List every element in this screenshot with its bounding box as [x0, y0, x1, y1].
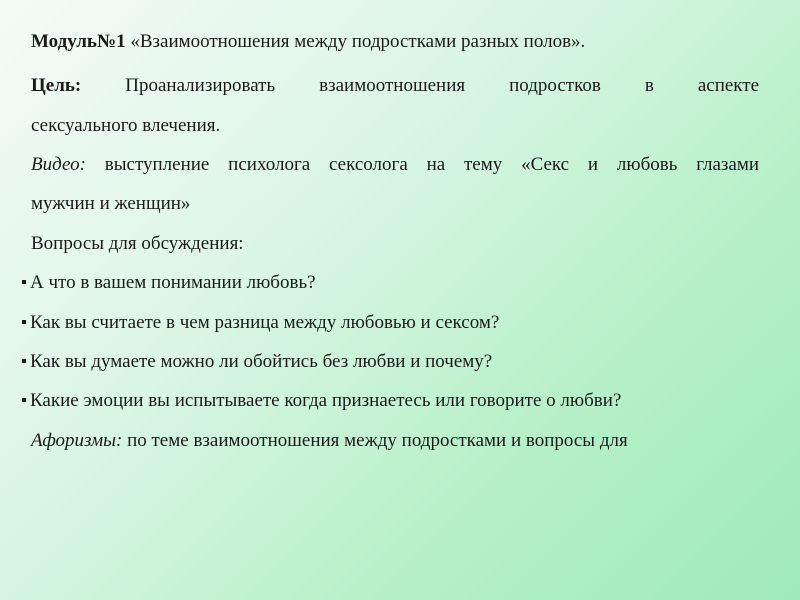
bullet-icon [22, 359, 26, 363]
video-line-2: мужчин и женщин» [31, 193, 191, 214]
question-text: А что в вашем понимании любовь? [30, 272, 316, 293]
question-item [22, 311, 499, 335]
goal-word: Проанализировать [125, 75, 276, 96]
bullet-icon [22, 398, 26, 402]
bullet-icon [22, 280, 26, 284]
goal-line-2: сексуального влечения. [31, 115, 221, 136]
video-word: выступление [104, 154, 210, 175]
video-word: сексолога [329, 154, 408, 175]
question-item [22, 350, 492, 374]
goal-line-1 [31, 74, 759, 98]
video-word: тему [463, 154, 503, 175]
bullet-icon [22, 320, 26, 324]
aphorisms-text: по теме взаимоотношения между подростками и вопросы для [122, 430, 628, 451]
module-title [31, 30, 585, 54]
goal-word: подростков [509, 75, 601, 96]
goal-word: взаимоотношения [319, 75, 466, 96]
video-word: «Секс [521, 154, 570, 175]
video-line-1 [31, 153, 759, 177]
video-word: на [426, 154, 446, 175]
aphorisms-label: Афоризмы: [31, 430, 123, 451]
module-label: Модуль№1 [31, 31, 126, 52]
question-item [22, 389, 621, 413]
aphorisms-line [31, 429, 628, 453]
module-title-text: «Взаимоотношения между подростками разных полов». [125, 31, 586, 52]
question-item [22, 271, 316, 295]
questions-heading: Вопросы для обсуждения: [31, 233, 244, 254]
video-word: психолога [228, 154, 311, 175]
video-word: глазами [696, 154, 760, 175]
video-label: Видео: [31, 154, 86, 175]
goal-label: Цель: [31, 75, 82, 96]
question-text: Какие эмоции вы испытываете когда признаетесь или говорите о любви? [30, 390, 622, 411]
video-word: любовь [616, 154, 678, 175]
goal-word: аспекте [697, 75, 760, 96]
question-text: Как вы считаете в чем разница между любовью и сексом? [30, 312, 500, 333]
question-text: Как вы думаете можно ли обойтись без любви и почему? [30, 351, 493, 372]
video-word: и [587, 154, 599, 175]
goal-word: в [644, 75, 654, 96]
